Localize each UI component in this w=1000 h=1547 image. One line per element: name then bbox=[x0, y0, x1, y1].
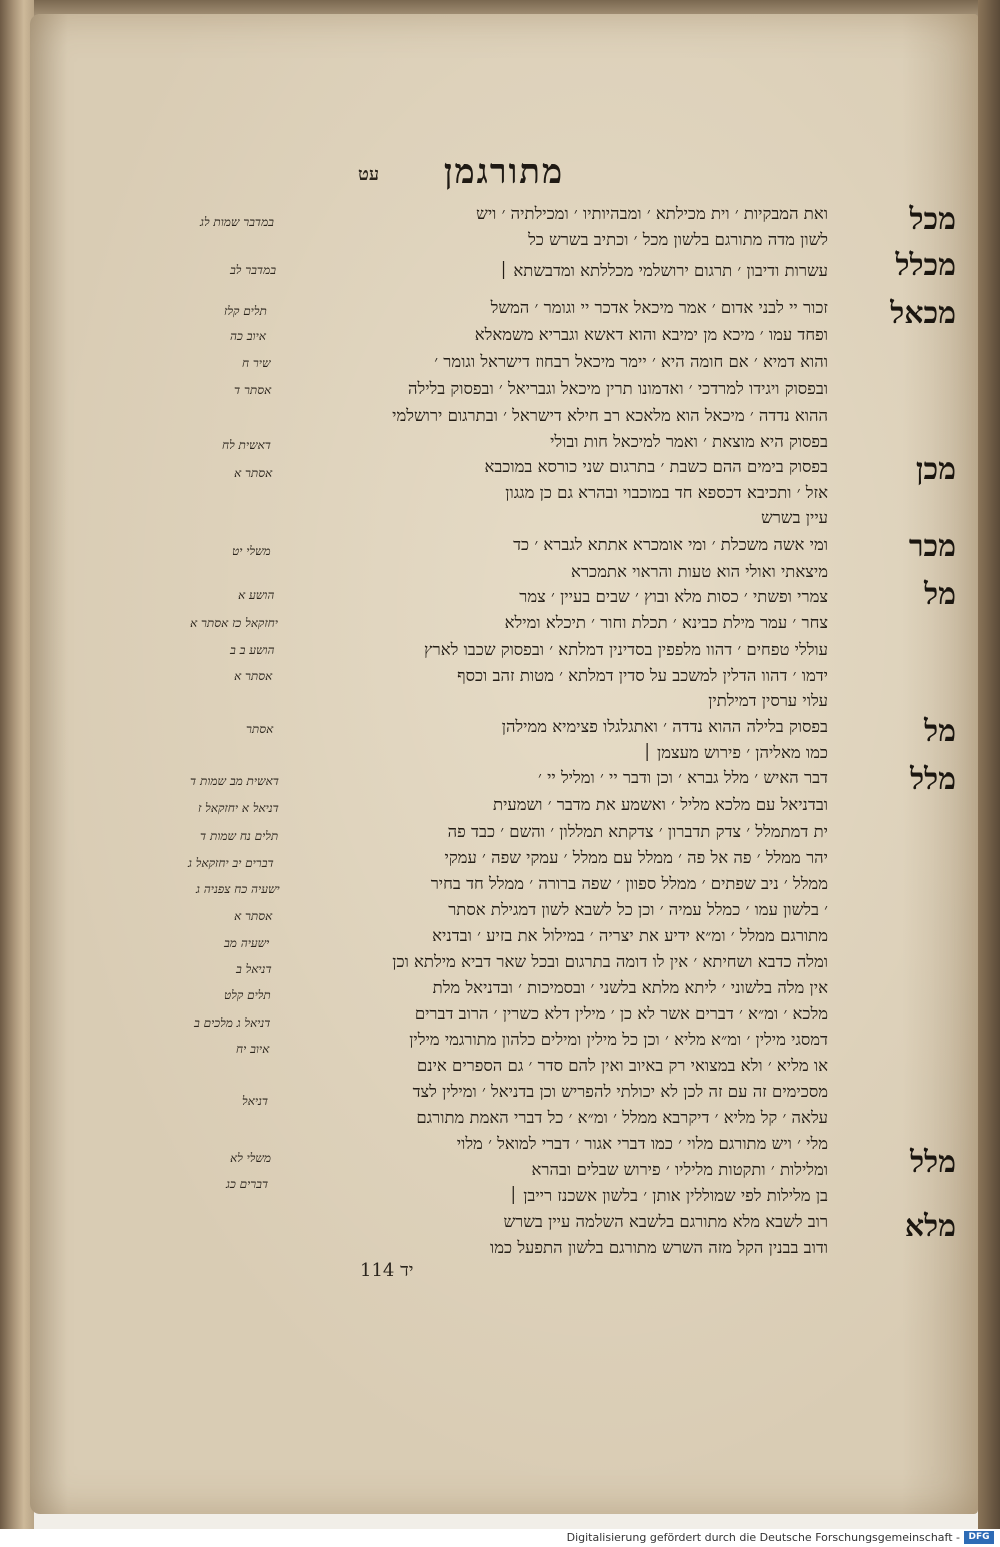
text-line: צמרי ופשתי ׳ כסות מלא ובוץ ׳ שבים בעיין ׳ צמר bbox=[519, 587, 828, 606]
book-spine-edge bbox=[0, 0, 34, 1530]
headword: מל bbox=[924, 714, 956, 749]
text-line: רוב לשבא מלא מתורגם בלשבא השלמה עיין בשרש bbox=[503, 1212, 828, 1231]
text-line: כמו מאליהן ׳ פירוש מעצמן ׀ bbox=[642, 743, 828, 762]
text-line: דבר האיש ׳ מלל גברא ׳ וכן ודבר יי ׳ ומליל יי ׳ bbox=[538, 768, 828, 787]
text-line: ׳ בלשון עמו ׳ כמלל עמיה ׳ וכן כל לשבא לשון דמגילת אסתר bbox=[448, 900, 828, 919]
scanned-page bbox=[30, 14, 978, 1514]
book-fore-edge bbox=[978, 0, 1000, 1530]
text-line: או מליא ׳ ולא במצואי רק באיוב ואין להם סדר ׳ גם הספרים אינם bbox=[416, 1056, 828, 1075]
text-line: עוללי טפחים ׳ דהוו מלפפין בסדינין דמלתא ׳ ובפסוק שכבו לארץ bbox=[424, 640, 828, 659]
margin-reference: יחזקאל כז אסתר א bbox=[190, 616, 278, 630]
running-head-folio: עט bbox=[358, 164, 380, 185]
text-line: ואת המבקיות ׳ וית מכילתא ׳ ומבהיותיו ׳ ומכילתיה ׳ ויש bbox=[476, 204, 828, 223]
margin-reference: במדבר לב bbox=[230, 263, 276, 277]
headword: מכר bbox=[908, 529, 956, 564]
text-line: מלי ׳ ויש מתורגם מלוי ׳ כמו דברי אגור ׳ דברי למואל ׳ מלוי bbox=[456, 1134, 828, 1153]
text-line: דמסגי מילין ׳ ומ״א מליא ׳ וכן כל מילין ומילים כלהון מתורגמי מילין bbox=[409, 1030, 828, 1049]
dfg-logo: DFG bbox=[964, 1531, 994, 1544]
headword: מכן bbox=[915, 452, 956, 487]
margin-reference: איוב יח bbox=[236, 1042, 270, 1056]
text-line: לשון מדה מתורגם בלשון מכל ׳ וכתיב בשרש כל bbox=[528, 230, 828, 249]
headword: מלא bbox=[904, 1209, 956, 1244]
margin-reference: דניאל bbox=[242, 1094, 269, 1108]
text-line: עלאה ׳ קל מליא ׳ דיקרבא ממלל ׳ ומ״א ׳ כל דברי האמת מתורגם bbox=[416, 1108, 828, 1127]
text-line: ודוב בבנין הקל מזה השרש מתורגם בלשון התפעל כמו bbox=[490, 1238, 828, 1257]
margin-reference: ישעיה כח צפניה ג bbox=[196, 882, 280, 896]
margin-reference: משלי יט bbox=[232, 544, 271, 558]
text-line: ית דמתמלל ׳ צדק תדברון ׳ צדקתא תמללון ׳ והשם ׳ כבד פה bbox=[447, 822, 828, 841]
text-line: ופחד עמו ׳ מיכא מן ימיבא והוא דאשא וגבריא משמאלא bbox=[474, 325, 828, 344]
text-line: בן מלילות לפי שמוללין אותן ׳ בלשון אשכנז רייבן ׀ bbox=[508, 1186, 828, 1205]
text-line: ממלל ׳ ניב שפתים ׳ ממלל ספוון ׳ שפה ברורה ׳ ממלל חד בחיר bbox=[430, 874, 828, 893]
text-line: ידמו ׳ דהוו הדלין למשכב על סדין דמלתא ׳ מטות זהב וכסף bbox=[457, 666, 828, 685]
text-line: מיצאתי ואולי הוא טעות והראוי אתמכרא bbox=[571, 562, 828, 581]
margin-reference: דניאל ב bbox=[236, 962, 272, 976]
text-line: בפסוק בלילה ההוא נדדה ׳ ואתגלגלו פצימיא ממילהן bbox=[501, 717, 828, 736]
margin-reference: אסתר ד bbox=[234, 383, 272, 397]
text-line: אין מלה בלשוני ׳ ליתא מלתא בלשני ׳ ובסמיכות ׳ ובדניאל מלת bbox=[432, 978, 828, 997]
margin-reference: איוב כה bbox=[230, 329, 266, 343]
text-line: בפסוק היא מוצאת ׳ ואמר למיכאל חות ובולי bbox=[550, 432, 828, 451]
margin-reference: במדבר שמות לג bbox=[200, 215, 274, 229]
margin-reference: אסתר א bbox=[234, 669, 273, 683]
running-head bbox=[30, 152, 978, 192]
footer-credit: Digitalisierung gefördert durch die Deutsche Forschungsgemeinschaft - bbox=[566, 1531, 960, 1544]
text-line: מתורגם ממלל ׳ ומ״א ידיע את יצריה ׳ במילול את בזיע ׳ ובדניא bbox=[432, 926, 828, 945]
text-line: והוא דמיא ׳ אם חומה היא ׳ יימר מיכאל רבחוז דישראל וגומר ׳ bbox=[434, 352, 828, 371]
text-line: ומלה כדבא ושחיתא ׳ אין לו דומה בתרגום ובכל שאר דביא מילתא וכן bbox=[392, 952, 828, 971]
margin-reference: דברים כג bbox=[226, 1177, 269, 1191]
text-line: ובפסוק ויגידו למרדכי ׳ ואדמונו תרין מיכאל וגבריאל ׳ ובפסוק בלילה bbox=[407, 379, 828, 398]
margin-reference: אסתר bbox=[246, 722, 274, 736]
text-line: ובדניאל עם מלכא מליל ׳ ואשמע את מדבר ׳ ושמעית bbox=[493, 795, 828, 814]
headword: מכלל bbox=[895, 248, 956, 283]
text-line: עשרות ודיבון ׳ תרגום ירושלמי מכללתא ומדבשתא ׀ bbox=[498, 261, 828, 280]
text-line: ומי אשה משכלת ׳ ומי אומכרא אתתא לגברא ׳ כד bbox=[513, 535, 828, 554]
headword: מלל bbox=[910, 762, 956, 797]
margin-reference: ישעיה מב bbox=[224, 936, 270, 950]
digitization-footer bbox=[0, 1529, 1000, 1547]
margin-reference: דניאל א יחזקאל ז bbox=[198, 801, 279, 815]
text-line: עלוי ערסין דמילתין bbox=[708, 691, 828, 710]
margin-reference: דאשית מב שמות ד bbox=[190, 774, 279, 788]
text-line: זכור יי לבני אדום ׳ אמר מיכאל אדכר יי וגומר ׳ המשל bbox=[490, 298, 828, 317]
margin-reference: שיר ח bbox=[242, 356, 271, 370]
margin-reference: אסתר א bbox=[234, 909, 273, 923]
headword: מל bbox=[924, 577, 956, 612]
text-line: צחר ׳ עמר מילת כבינא ׳ תכלת וחור ׳ תיכלא ומילא bbox=[504, 613, 828, 632]
margin-reference: דברים יב יחזקאל ג bbox=[188, 856, 274, 870]
margin-reference: אסתר א bbox=[234, 466, 273, 480]
text-line: יהר ממלל ׳ פה אל פה ׳ ממלל עם ממלל ׳ עמקי שפה ׳ עמקי bbox=[444, 848, 828, 867]
text-line: בפסוק בימים ההם כשבת ׳ בתרגום שני כורסא במוכבא bbox=[484, 457, 828, 476]
headword: מכל bbox=[909, 202, 956, 237]
text-line: ההוא נדדה ׳ מיכאל הוא מלאכא רב חילא דישראל ׳ ובתרגום ירושלמי bbox=[392, 406, 828, 425]
margin-reference: תלים קלט bbox=[224, 988, 271, 1002]
headword: מלל bbox=[910, 1145, 956, 1180]
margin-reference: תלים קלז bbox=[224, 304, 267, 318]
margin-reference: תלים נח שמות ד bbox=[200, 829, 279, 843]
text-line: אזל ׳ ותכיבא דכספא חד במוכבוי ובהרא גם כן מגגון bbox=[505, 483, 828, 502]
margin-reference: דניאל ג מלכים ב bbox=[194, 1016, 271, 1030]
running-head-title: מתורגמן bbox=[443, 152, 565, 192]
margin-reference: הושע א bbox=[238, 588, 275, 602]
margin-reference: משלי לא bbox=[230, 1151, 271, 1165]
page-number: 114 יד bbox=[360, 1260, 414, 1281]
margin-reference: דאשית לח bbox=[222, 438, 271, 452]
text-line: עיין בשרש bbox=[761, 508, 828, 527]
text-line: מסכימים זה עם זה לכן לא יכולתי להפריש וכן בדניאל ׳ ומילין לצד bbox=[412, 1082, 828, 1101]
margin-reference: הושע ב ב bbox=[230, 643, 275, 657]
headword: מכאל bbox=[890, 296, 956, 331]
text-line: ומלילות ׳ ותקטות מליליו ׳ פירוש שבלים ובהרא bbox=[531, 1160, 828, 1179]
text-line: מלכא ׳ ומ״א ׳ דברים אשר לא כן ׳ מילין דלא כשרין ׳ הרוב דברים bbox=[414, 1004, 828, 1023]
